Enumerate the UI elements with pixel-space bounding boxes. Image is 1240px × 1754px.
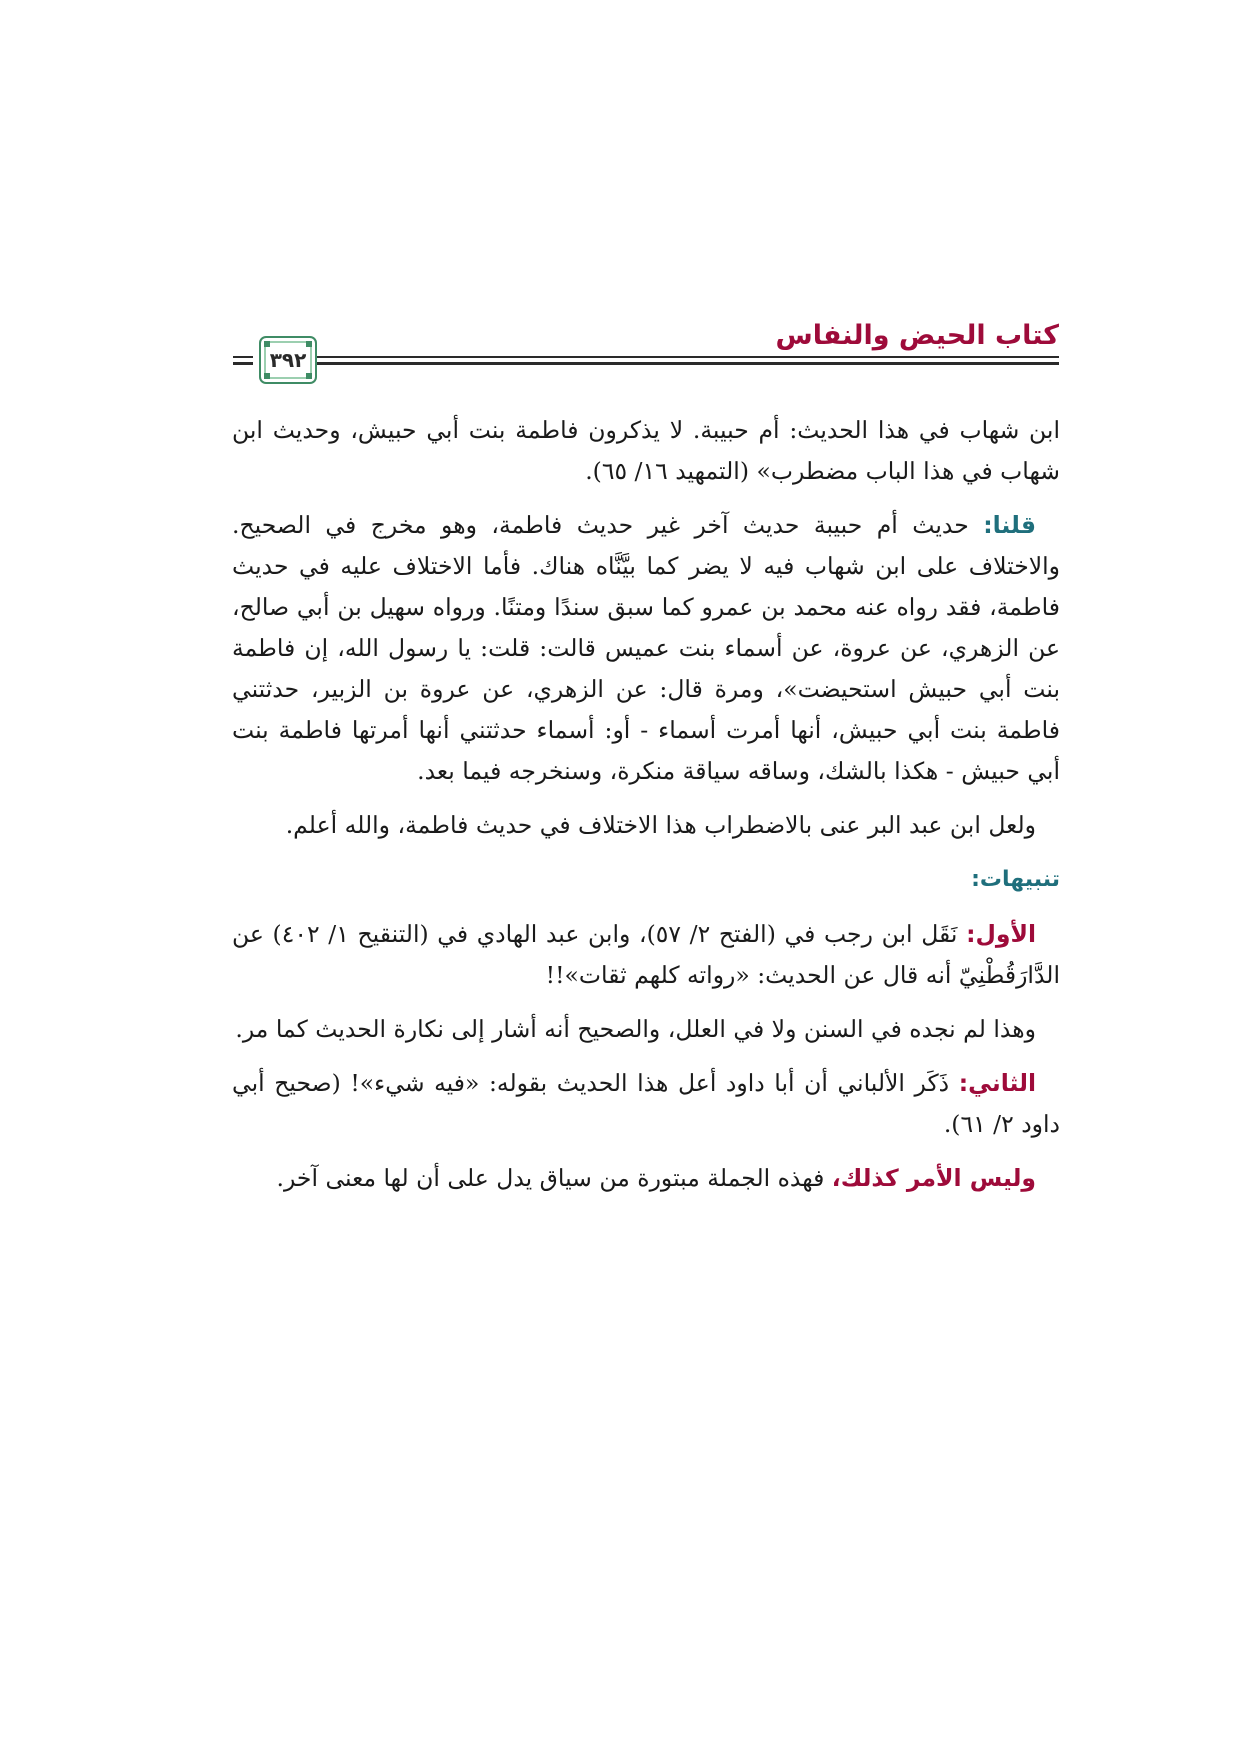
ornament-icon — [306, 341, 312, 347]
page-body — [232, 410, 1060, 1212]
header-rule — [233, 362, 253, 365]
highlight-label: الثاني: — [958, 1069, 1036, 1097]
header-rule — [313, 356, 1059, 358]
paragraph — [232, 1158, 1060, 1199]
paragraph-text: ابن شهاب في هذا الحديث: أم حبيبة. لا يذكرون فاطمة بنت أبي حبيش، وحديث ابن شهاب في هذا الباب مضطرب» (التمهيد ١٦/ ٦٥). — [232, 416, 1060, 485]
page-header — [233, 318, 1059, 388]
paragraph — [232, 805, 1060, 846]
paragraph — [232, 505, 1060, 792]
ornament-icon — [264, 373, 270, 379]
page-number: ٣٩٢ — [269, 348, 307, 372]
notes-heading: تنبيهات: — [971, 867, 1060, 892]
paragraph — [232, 1009, 1060, 1050]
ornament-icon — [306, 373, 312, 379]
highlight-label: وليس الأمر كذلك، — [831, 1164, 1036, 1192]
header-rule — [313, 362, 1059, 365]
page-number-badge — [259, 336, 317, 384]
paragraph — [232, 914, 1060, 996]
paragraph-text: فهذه الجملة مبتورة من سياق يدل على أن لها معنى آخر. — [276, 1164, 832, 1192]
ornament-icon — [264, 341, 270, 347]
paragraph-text: ذَكَر الألباني أن أبا داود أعل هذا الحديث بقوله: «فيه شيء»! (صحيح أبي داود ٢/ ٦١). — [232, 1069, 1060, 1138]
paragraph — [232, 410, 1060, 492]
paragraph-text: وهذا لم نجده في السنن ولا في العلل، والصحيح أنه أشار إلى نكارة الحديث كما مر. — [235, 1015, 1036, 1043]
paragraph — [232, 1063, 1060, 1145]
highlight-label: الأول: — [966, 920, 1037, 948]
paragraph-text: ولعل ابن عبد البر عنى بالاضطراب هذا الاختلاف في حديث فاطمة، والله أعلم. — [285, 811, 1036, 839]
book-title: كتاب الحيض والنفاس — [775, 320, 1059, 351]
highlight-label: قلنا: — [983, 511, 1036, 539]
header-rule — [233, 356, 253, 358]
paragraph-text: حديث أم حبيبة حديث آخر غير حديث فاطمة، وهو مخرج في الصحيح. والاختلاف على ابن شهاب فيه لا يضر كما بيَّنَّاه هناك. فأما الاختلاف عليه في حديث فاطمة، فقد رواه عنه محمد بن عمرو كما سبق سندًا ومتنًا. ورواه سهيل بن أبي صالح، عن الزهري، عن عروة، عن أسماء بنت عميس قالت: قلت: يا رسول الله، إن فاطمة بنت أبي حبيش استحيضت»، ومرة قال: عن الزهري، عن عروة بن الزبير، حدثتني فاطمة بنت أبي حبيش، أنها أمرت أسماء - أو: أسماء حدثتني أنها أمرتها فاطمة بنت أبي حبيش - هكذا بالشك، وساقه سياقة منكرة، وسنخرجه فيما بعد. — [232, 511, 1060, 785]
paragraph-text: نَقَل ابن رجب في (الفتح ٢/ ٥٧)، وابن عبد الهادي في (التنقيح ١/ ٤٠٢) عن الدَّارَقُطْنِيّ أنه قال عن الحديث: «رواته كلهم ثقات»!! — [232, 920, 1060, 989]
